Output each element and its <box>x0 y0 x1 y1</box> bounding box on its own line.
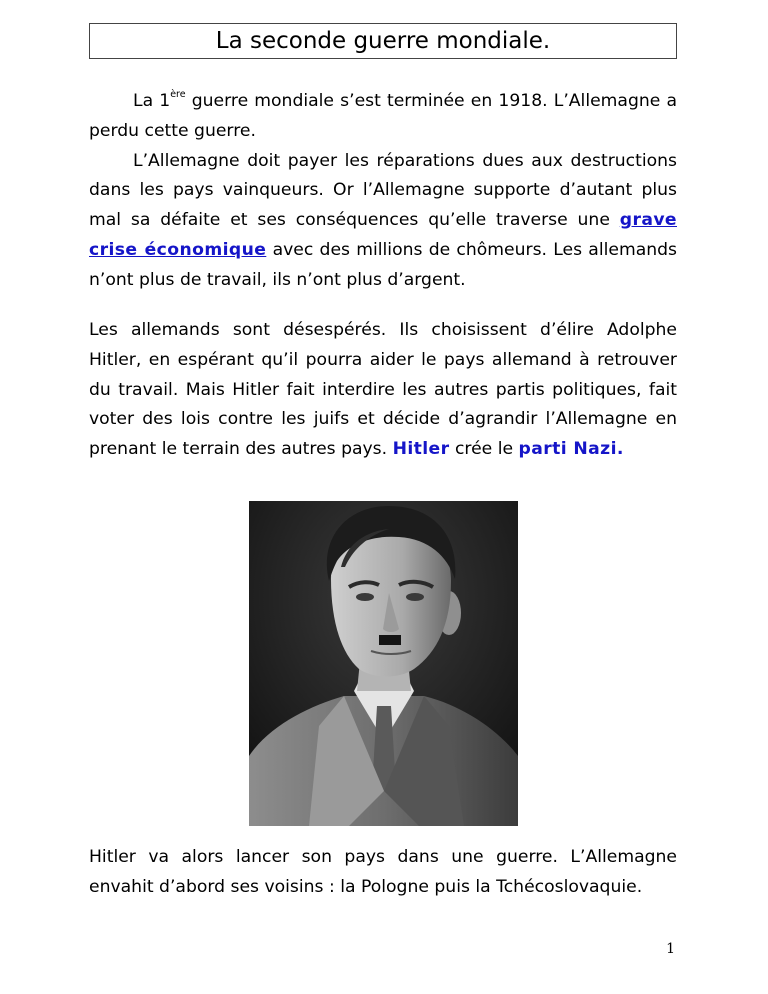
keyword-parti-nazi: parti Nazi. <box>518 439 624 460</box>
title-box <box>89 23 677 59</box>
page-number: 1 <box>666 941 675 957</box>
paragraph-reparations <box>89 147 677 296</box>
s2-text: Les allemands sont désespérés. Ils choisissent d’élire Adolphe Hitler, en espérant qu’il pourra aider le pays allemand à retrouver du travail. Mais Hitler fait interdire les autres partis politiques, fait voter des lois contre les juifs et décide d’agrandir l’Allemagne en prenant le terrain des autres pays. <box>89 320 677 460</box>
keyword-grave-crise: grave crise économique <box>89 210 677 260</box>
p1-rest: guerre mondiale s’est terminée en 1918. L’Allemagne a perdu cette guerre. <box>89 91 677 141</box>
page-title: La seconde guerre mondiale. <box>215 28 551 54</box>
paragraph-ww1-end <box>89 87 677 147</box>
war-section <box>89 843 677 903</box>
p2-rest: avec des millions de chômeurs. Les allemands n’ont plus de travail, ils n’ont plus d’argent. <box>89 239 677 290</box>
ordinal-superscript: ère <box>170 89 186 100</box>
paragraph-hitler <box>89 316 677 465</box>
p1-start: La 1 <box>133 91 171 111</box>
intro-section <box>89 87 677 296</box>
hitler-section <box>89 316 677 465</box>
p2-start: L’Allemagne doit payer les réparations dues aux destructions dans les pays vainqueurs. Or l’Allemagne supporte d’autant plus mal sa défaite et ses conséquences qu’elle traverse une <box>89 150 677 231</box>
keyword-hitler: Hitler <box>392 439 450 460</box>
paragraph-invasion: Hitler va alors lancer son pays dans une guerre. L’Allemagne envahit d’abord ses voisins : la Pologne puis la Tchécoslovaquie. <box>89 847 677 897</box>
portrait-image <box>249 501 518 826</box>
portrait-photo <box>249 501 518 826</box>
s2-mid: crée le <box>449 439 519 460</box>
